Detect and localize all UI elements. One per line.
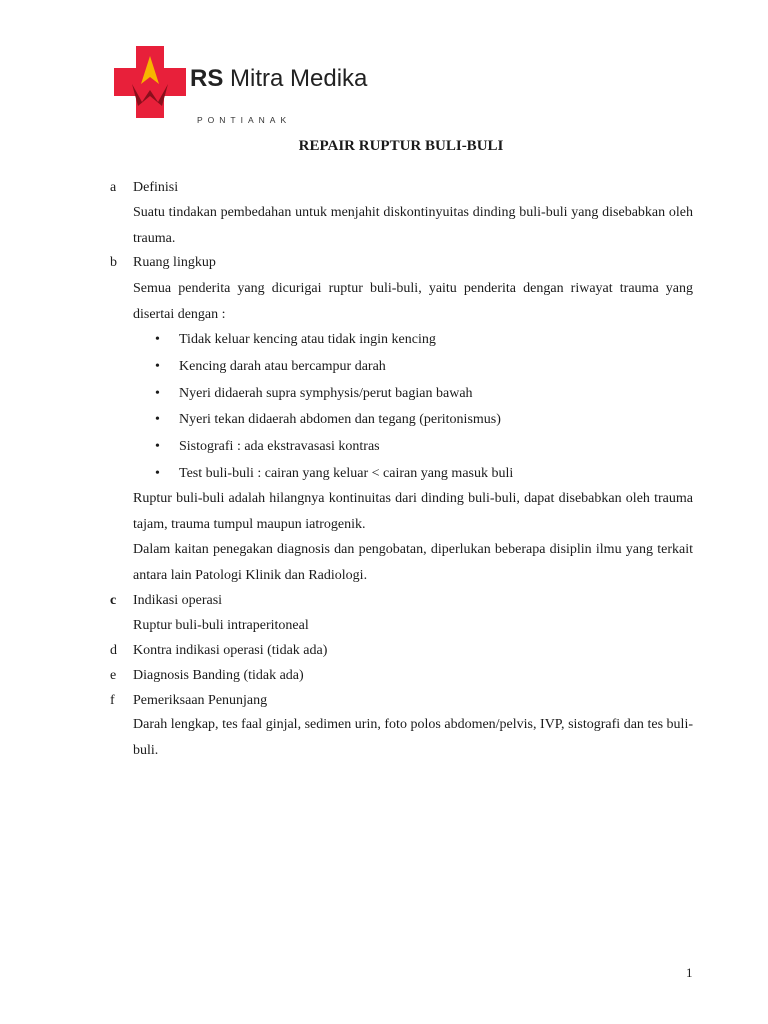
section-f-heading: Pemeriksaan Penunjang <box>133 693 268 708</box>
bullet-symbol: • <box>155 332 160 347</box>
bullet-symbol: • <box>155 412 160 427</box>
section-c-body: Ruptur buli-buli intraperitoneal <box>133 618 309 633</box>
list-item: Kencing darah atau bercampur darah <box>179 359 386 374</box>
list-item: Tidak keluar kencing atau tidak ingin kencing <box>179 332 436 347</box>
hospital-city: PONTIANAK <box>197 115 292 125</box>
section-e-heading: Diagnosis Banding (tidak ada) <box>133 668 304 683</box>
list-item: Test buli-buli : cairan yang keluar < cairan yang masuk buli <box>179 466 514 481</box>
bullet-symbol: • <box>155 359 160 374</box>
section-f-body: Darah lengkap, tes faal ginjal, sedimen urin, foto polos abdomen/pelvis, IVP, sistografi dan tes buli-buli. <box>133 717 693 758</box>
section-b-label: b <box>110 255 117 270</box>
section-a-body: Suatu tindakan pembedahan untuk menjahit diskontinyuitas dinding buli-buli yang disebabkan oleh trauma. <box>133 205 693 246</box>
section-f-label: f <box>110 693 115 708</box>
hospital-logo <box>112 44 368 125</box>
list-item: Sistografi : ada ekstravasasi kontras <box>179 439 380 454</box>
medical-cross-logo-icon <box>112 44 188 120</box>
bullet-symbol: • <box>155 466 160 481</box>
section-b-paragraph-2: Dalam kaitan penegakan diagnosis dan pengobatan, diperlukan beberapa disiplin ilmu yang terkait antara lain Patologi Klinik dan Radiologi. <box>133 542 693 583</box>
list-item: Nyeri didaerah supra symphysis/perut bagian bawah <box>179 386 473 401</box>
hospital-name-bold: RS <box>190 65 224 92</box>
hospital-name <box>190 67 367 91</box>
section-a-label: a <box>110 180 117 195</box>
bullet-symbol: • <box>155 386 160 401</box>
hospital-name-rest: Mitra Medika <box>223 65 368 92</box>
section-b-heading: Ruang lingkup <box>133 255 216 270</box>
section-e-label: e <box>110 668 117 683</box>
section-d-label: d <box>110 643 117 658</box>
section-b-paragraph-1: Ruptur buli-buli adalah hilangnya kontinuitas dari dinding buli-buli, dapat disebabkan oleh trauma tajam, trauma tumpul maupun iatrogenik. <box>133 491 693 532</box>
list-item: Nyeri tekan didaerah abdomen dan tegang (peritonismus) <box>179 412 501 427</box>
section-d-heading: Kontra indikasi operasi (tidak ada) <box>133 643 328 658</box>
page-number: 1 <box>686 965 693 980</box>
section-a-heading: Definisi <box>133 180 179 195</box>
bullet-symbol: • <box>155 439 160 454</box>
section-b-intro: Semua penderita yang dicurigai ruptur buli-buli, yaitu penderita dengan riwayat trauma yang disertai dengan : <box>133 281 693 322</box>
section-c-label: c <box>110 593 117 608</box>
section-c-heading: Indikasi operasi <box>133 593 223 608</box>
document-title: REPAIR RUPTUR BULI-BULI <box>298 138 504 154</box>
